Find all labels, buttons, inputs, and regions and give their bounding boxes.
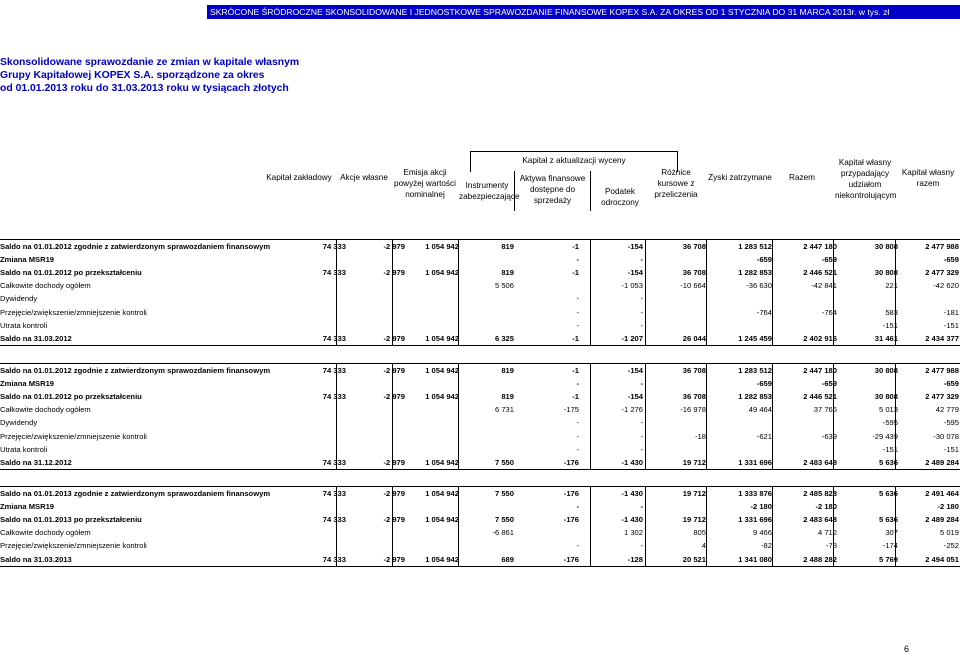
table-cell: -: [576, 255, 579, 265]
col-header-niekontrolujace: Kapitał własny przypadający udziałom niekontrolującym: [835, 158, 897, 200]
table-cell: -2 979: [383, 457, 405, 467]
table-cell: -42 841: [811, 281, 837, 291]
table-cell: 5 769: [878, 554, 898, 564]
table-row: [0, 332, 960, 345]
table-cell: 5 636: [878, 457, 898, 467]
table-cell: 1 341 080: [738, 554, 772, 564]
table-cell: 19 712: [682, 457, 706, 467]
col-header-razem: Razem: [789, 173, 815, 182]
table-cell: 74 333: [322, 392, 346, 402]
table-cell: 2 477 988: [925, 366, 959, 375]
table-cell: -2 979: [383, 242, 405, 251]
table-row: [0, 539, 960, 552]
section-bottom-rule: [0, 566, 960, 567]
table-row: [0, 279, 960, 292]
table-cell: -151: [943, 444, 959, 454]
table-cell: -: [640, 541, 643, 551]
table-cell: 1 054 942: [425, 268, 459, 278]
table-cell: 19 712: [682, 515, 706, 525]
table-cell: 1 333 876: [738, 489, 772, 498]
table-cell: -1: [572, 392, 579, 402]
col-header-instrumenty: Instrumenty zabezpieczające: [459, 181, 520, 201]
table-cell: -659: [756, 379, 772, 389]
table-cell: -6 861: [492, 528, 514, 538]
table-cell: -154: [627, 268, 643, 278]
table-cell: -16 978: [680, 405, 706, 415]
table-cell: -1: [572, 242, 579, 251]
table-cell: -659: [821, 379, 837, 389]
section-bottom-rule: [0, 469, 960, 470]
table-cell: 2 477 329: [925, 392, 959, 402]
row-label: Saldo na 01.01.2012 po przekształceniu: [0, 392, 142, 402]
row-label: Całkowite dochody ogółem: [0, 528, 91, 538]
document-header-bar: SKRÓCONE ŚRÓDROCZNE SKONSOLIDOWANE I JEDNOSTKOWE SPRAWOZDANIE FINANSOWE KOPEX S.A. ZA OKRES OD 1 STYCZNIA DO 31 MARCA 2013r. w tys. zł: [207, 5, 960, 19]
col-header-podatek: Podatek odroczony: [601, 187, 639, 207]
table-cell: -36 630: [746, 281, 772, 291]
row-label: Dywidendy: [0, 418, 38, 428]
table-cell: 74 333: [322, 268, 346, 278]
table-cell: 1 054 942: [425, 515, 459, 525]
table-cell: 5 506: [494, 281, 514, 291]
row-label: Saldo na 31.03.2012: [0, 333, 72, 343]
table-cell: -2 979: [383, 515, 405, 525]
table-cell: -10 664: [680, 281, 706, 291]
table-row: [0, 416, 960, 429]
row-label: Saldo na 01.01.2012 zgodnie z zatwierdzonym sprawozdaniem finansowym: [0, 242, 271, 251]
row-label: Saldo na 01.01.2013 po przekształceniu: [0, 515, 142, 525]
table-cell: 31 461: [874, 333, 898, 343]
table-cell: 7 550: [494, 457, 514, 467]
table-cell: -176: [563, 554, 579, 564]
table-cell: -764: [821, 307, 837, 317]
table-cell: 6 325: [494, 333, 514, 343]
table-cell: -30 078: [933, 431, 959, 441]
col-header-emisja: Emisja akcji powyżej wartości nominalnej: [394, 168, 456, 199]
table-cell: 2 483 648: [803, 515, 837, 525]
table-cell: -42 620: [933, 281, 959, 291]
table-cell: -659: [756, 255, 772, 265]
table-cell: 20 521: [682, 554, 706, 564]
table-cell: 5 019: [939, 528, 959, 538]
row-label: Zmiana MSR19: [0, 502, 55, 512]
table-cell: -2 979: [383, 489, 405, 498]
table-cell: 2 489 284: [925, 457, 959, 467]
table-cell: 30 808: [874, 392, 898, 402]
table-cell: -: [640, 431, 643, 441]
statement-title: [0, 56, 299, 95]
table-cell: -1: [572, 366, 579, 375]
col-header-kapital-razem: Kapitał własny razem: [901, 168, 955, 188]
table-cell: 2 488 282: [803, 554, 837, 564]
table-cell: -764: [756, 307, 772, 317]
table-cell: -151: [882, 320, 898, 330]
row-label: Przejęcie/zwiększenie/zmniejszenie kontroli: [0, 541, 147, 551]
table-cell: -: [576, 444, 579, 454]
table-cell: -1 430: [621, 489, 643, 498]
table-cell: -: [640, 307, 643, 317]
table-cell: -595: [882, 418, 898, 428]
table-cell: 1 054 942: [425, 392, 459, 402]
table-row: [0, 553, 960, 566]
table-cell: 74 333: [322, 489, 346, 498]
table-cell: 36 708: [682, 268, 706, 278]
table-cell: -2 979: [383, 392, 405, 402]
table-cell: -176: [563, 515, 579, 525]
table-cell: -252: [943, 541, 959, 551]
row-label: Całkowite dochody ogółem: [0, 405, 91, 415]
table-cell: 2 446 521: [803, 268, 837, 278]
table-cell: -154: [627, 366, 643, 375]
table-cell: -151: [882, 444, 898, 454]
table-row: [0, 526, 960, 539]
table-cell: -659: [943, 379, 959, 389]
table-cell: -621: [756, 431, 772, 441]
table-cell: 26 044: [682, 333, 706, 343]
table-cell: 74 333: [322, 515, 346, 525]
table-row: [0, 513, 960, 526]
table-cell: 2 402 916: [803, 333, 837, 343]
table-cell: 221: [885, 281, 898, 291]
table-cell: 1 282 853: [738, 392, 772, 402]
table-cell: 819: [501, 268, 514, 278]
table-cell: -82: [761, 541, 772, 551]
col-header-kapital-zakladowy: Kapitał zakładowy: [266, 173, 332, 182]
table-cell: -: [576, 418, 579, 428]
table-row: [0, 364, 960, 377]
table-cell: 2 477 988: [925, 242, 959, 251]
table-cell: 689: [501, 554, 514, 564]
table-cell: 2 494 051: [925, 554, 959, 564]
table-cell: 74 333: [322, 366, 346, 375]
table-cell: 74 333: [322, 554, 346, 564]
table-cell: 49 464: [748, 405, 772, 415]
table-row: [0, 292, 960, 305]
row-label: Zmiana MSR19: [0, 255, 55, 265]
table-cell: -78: [826, 541, 837, 551]
table-cell: -: [576, 502, 579, 512]
table-cell: -2 180: [815, 502, 837, 512]
table-cell: 2 485 828: [803, 489, 837, 498]
table-cell: -: [640, 502, 643, 512]
col-group-header-revaluation: Kapitał z aktualizacji wyceny: [522, 156, 626, 165]
table-cell: -595: [943, 418, 959, 428]
table-cell: 7 550: [494, 515, 514, 525]
table-cell: 5 013: [878, 405, 898, 415]
table-cell: 2 447 180: [803, 366, 837, 375]
table-cell: -659: [943, 255, 959, 265]
table-cell: 5 636: [878, 515, 898, 525]
table-cell: -: [576, 294, 579, 304]
row-label: Dywidendy: [0, 294, 38, 304]
table-cell: 2 489 284: [925, 515, 959, 525]
table-cell: 1 054 942: [425, 457, 459, 467]
table-cell: -: [640, 320, 643, 330]
table-cell: -: [640, 379, 643, 389]
page-number: 6: [904, 644, 910, 654]
table-cell: 19 712: [682, 489, 706, 498]
table-cell: 1 054 942: [425, 366, 459, 375]
table-cell: 30 808: [874, 268, 898, 278]
table-cell: -: [576, 431, 579, 441]
table-row: [0, 403, 960, 416]
table-cell: -1 276: [621, 405, 643, 415]
table-row: [0, 390, 960, 403]
table-cell: -1: [572, 333, 579, 343]
table-row: [0, 377, 960, 390]
table-cell: -2 979: [383, 554, 405, 564]
table-row: [0, 430, 960, 443]
table-cell: 36 708: [682, 366, 706, 375]
table-row: [0, 253, 960, 266]
row-label: Saldo na 01.01.2012 po przekształceniu: [0, 268, 142, 278]
row-label: Saldo na 31.03.2013: [0, 554, 72, 564]
table-row: [0, 443, 960, 456]
table-cell: -1 430: [621, 457, 643, 467]
table-cell: 1 331 696: [738, 515, 772, 525]
table-cell: 1 283 512: [738, 366, 772, 375]
table-cell: -2 979: [383, 333, 405, 343]
table-cell: 9 466: [752, 528, 772, 538]
table-cell: 2 491 464: [925, 489, 959, 498]
col-header-aktywa: Aktywa finansowe dostępne do sprzedaży: [519, 174, 586, 205]
table-cell: -154: [627, 242, 643, 251]
table-cell: -176: [563, 457, 579, 467]
table-cell: 37 766: [813, 405, 837, 415]
table-cell: -176: [563, 489, 579, 498]
table-row: [0, 306, 960, 319]
table-cell: -1 207: [621, 333, 643, 343]
table-cell: 4 712: [817, 528, 837, 538]
table-cell: 36 708: [682, 242, 706, 251]
table-cell: 1 331 696: [738, 457, 772, 467]
table-cell: 1 245 459: [738, 333, 772, 343]
table-cell: 1 054 942: [425, 489, 459, 498]
table-cell: 74 333: [322, 457, 346, 467]
table-cell: 2 477 329: [925, 268, 959, 278]
table-cell: -2 180: [937, 502, 959, 512]
table-cell: 1 302: [623, 528, 643, 538]
table-cell: 30 808: [874, 366, 898, 375]
row-label: Saldo na 01.01.2012 zgodnie z zatwierdzonym sprawozdaniem finansowym: [0, 366, 271, 375]
table-cell: 6 731: [494, 405, 514, 415]
table-cell: -1 053: [621, 281, 643, 291]
table-cell: 1 283 512: [738, 242, 772, 251]
title-line-2: Grupy Kapitałowej KOPEX S.A. sporządzone za okres: [0, 70, 265, 81]
table-cell: 805: [693, 528, 706, 538]
table-cell: 5 636: [878, 489, 898, 498]
table-cell: 819: [501, 392, 514, 402]
table-cell: 30 808: [874, 242, 898, 251]
col-header-zyski: Zyski zatrzymane: [708, 173, 772, 182]
table-cell: 74 333: [322, 242, 346, 251]
table-row: [0, 266, 960, 279]
table-cell: 819: [501, 366, 514, 375]
table-cell: 1 054 942: [425, 333, 459, 343]
table-cell: -: [640, 418, 643, 428]
table-row: [0, 240, 960, 253]
table-cell: 307: [885, 528, 898, 538]
col-header-akcje-wlasne: Akcje własne: [340, 173, 388, 182]
table-cell: -29 439: [872, 431, 898, 441]
table-cell: -18: [695, 431, 706, 441]
table-cell: -: [640, 294, 643, 304]
table-cell: 1 054 942: [425, 242, 459, 251]
table-cell: 1 054 942: [425, 554, 459, 564]
table-cell: -128: [627, 554, 643, 564]
table-cell: -2 979: [383, 268, 405, 278]
table-cell: 7 550: [494, 489, 514, 498]
table-cell: -: [576, 320, 579, 330]
table-row: [0, 500, 960, 513]
table-cell: 2 447 180: [803, 242, 837, 251]
table-cell: 1 282 853: [738, 268, 772, 278]
table-cell: -639: [821, 431, 837, 441]
table-row: [0, 319, 960, 332]
table-row: [0, 456, 960, 469]
row-label: Utrata kontroli: [0, 444, 48, 454]
section-bottom-rule: [0, 345, 960, 346]
table-cell: -151: [943, 320, 959, 330]
table-cell: 2 434 377: [925, 333, 959, 343]
title-line-3: od 01.01.2013 roku do 31.03.2013 roku w tysiącach złotych: [0, 83, 289, 94]
col-header-roznice: Różnice kursowe z przeliczenia: [654, 168, 698, 199]
row-label: Saldo na 31.12.2012: [0, 457, 72, 467]
table-cell: -659: [821, 255, 837, 265]
table-cell: -1: [572, 268, 579, 278]
table-cell: 2 483 648: [803, 457, 837, 467]
row-label: Saldo na 01.01.2013 zgodnie z zatwierdzonym sprawozdaniem finansowym: [0, 489, 271, 498]
table-cell: -181: [943, 307, 959, 317]
table-cell: -174: [882, 541, 898, 551]
row-label: Zmiana MSR19: [0, 379, 55, 389]
table-cell: -154: [627, 392, 643, 402]
table-cell: -: [576, 307, 579, 317]
table-cell: 36 708: [682, 392, 706, 402]
table-cell: 583: [885, 307, 898, 317]
table-cell: -2 180: [750, 502, 772, 512]
table-cell: 42 779: [935, 405, 959, 415]
table-cell: 4: [701, 541, 706, 551]
row-label: Utrata kontroli: [0, 320, 48, 330]
title-line-1: Skonsolidowane sprawozdanie ze zmian w kapitale własnym: [0, 57, 300, 68]
table-cell: -: [640, 444, 643, 454]
table-cell: -175: [563, 405, 579, 415]
table-cell: 2 446 521: [803, 392, 837, 402]
table-cell: -: [640, 255, 643, 265]
table-cell: 819: [501, 242, 514, 251]
table-row: [0, 487, 960, 500]
table-cell: -: [576, 541, 579, 551]
row-label: Przejęcie/zwiększenie/zmniejszenie kontroli: [0, 431, 147, 441]
row-label: Przejęcie/zwiększenie/zmniejszenie kontroli: [0, 307, 147, 317]
row-label: Całkowite dochody ogółem: [0, 281, 91, 291]
table-cell: 74 333: [322, 333, 346, 343]
table-cell: -: [576, 379, 579, 389]
table-cell: -2 979: [383, 366, 405, 375]
table-cell: -1 430: [621, 515, 643, 525]
